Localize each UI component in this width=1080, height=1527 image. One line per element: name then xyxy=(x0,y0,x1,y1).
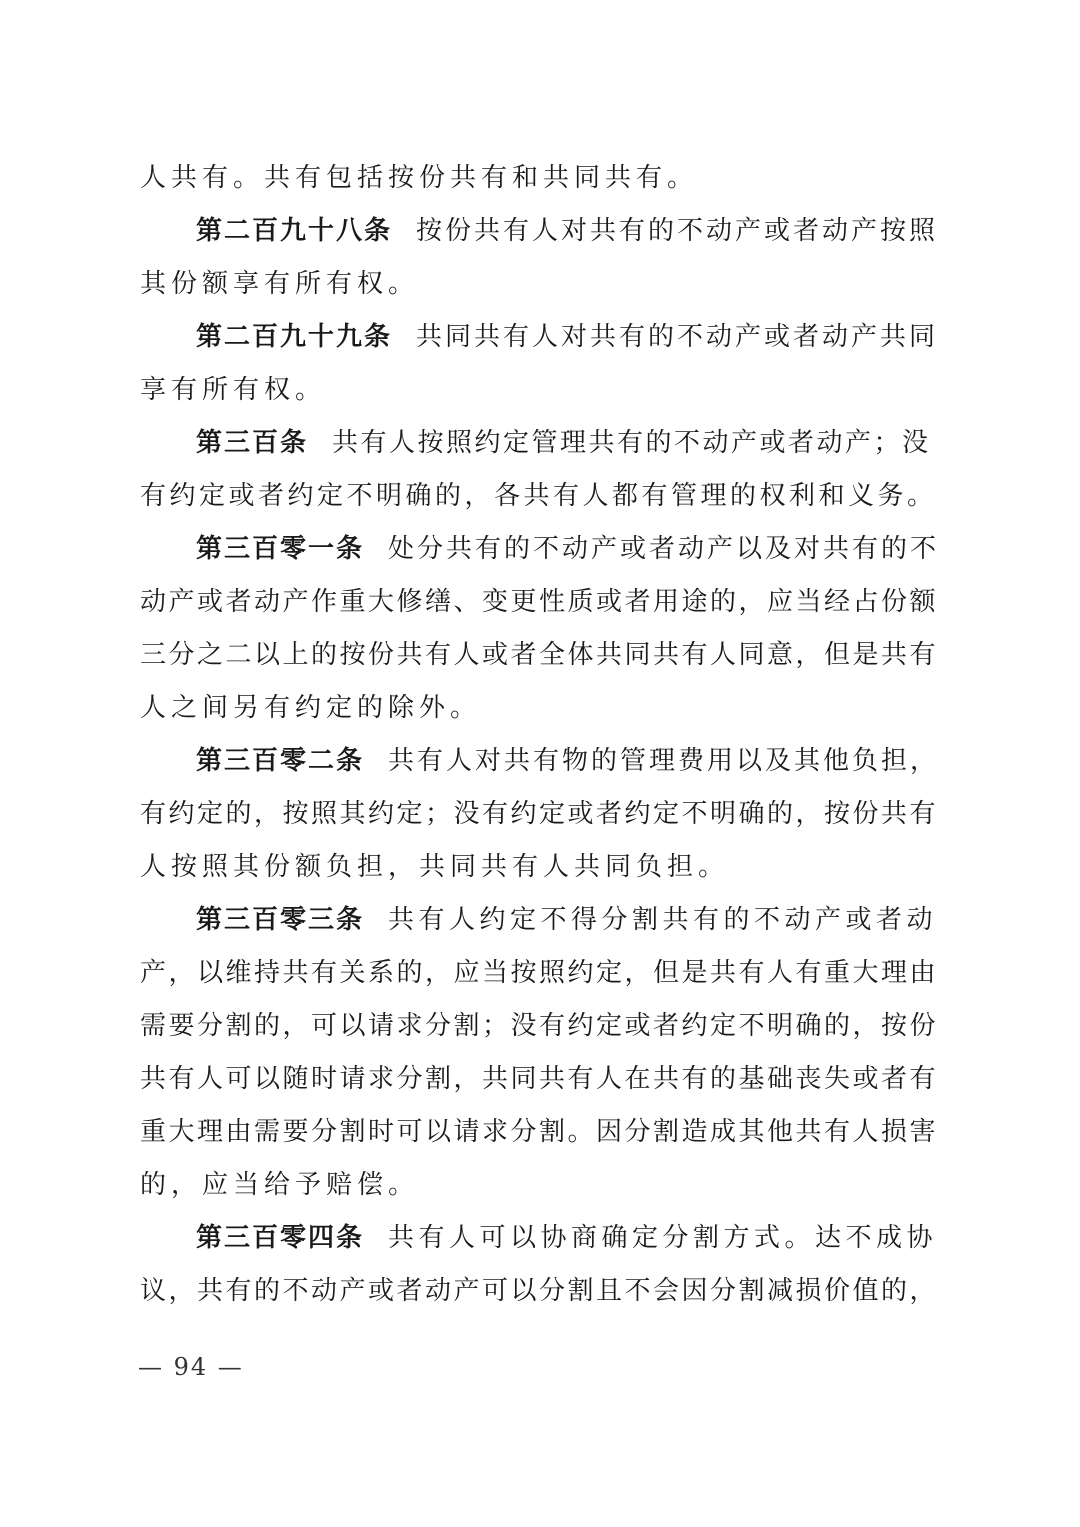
line-text: 共有人可以协商确定分割方式。达不成协 xyxy=(388,1223,938,1253)
line-text: 人之间另有约定的除外。 xyxy=(140,693,482,723)
line-text: 重大理由需要分割时可以请求分割。因分割造成其他共有人损害 xyxy=(140,1117,939,1147)
line-text: 其份额享有所有权。 xyxy=(140,269,420,299)
text-line xyxy=(140,788,940,841)
text-line xyxy=(140,1159,940,1212)
text-line xyxy=(140,152,940,205)
article-300-line xyxy=(140,417,940,470)
line-text: 产，以维持共有关系的，应当按照约定，但是共有人有重大理由 xyxy=(140,958,939,988)
page-number: — 94 — xyxy=(138,1353,244,1381)
article-303-line xyxy=(140,894,940,947)
line-text: 按份共有人对共有的不动产或者动产按照 xyxy=(416,216,939,246)
text-line xyxy=(140,841,940,894)
line-text: 共有人按照约定管理共有的不动产或者动产；没 xyxy=(332,428,931,458)
line-text: 议，共有的不动产或者动产可以分割且不会因分割减损价值的， xyxy=(140,1276,939,1306)
text-line xyxy=(140,947,940,1000)
article-heading: 第三百零二条 xyxy=(196,746,365,776)
article-298-line xyxy=(140,205,940,258)
text-line xyxy=(140,258,940,311)
line-text: 有约定的，按照其约定；没有约定或者约定不明确的，按份共有 xyxy=(140,799,939,829)
line-text: 三分之二以上的按份共有人或者全体共同共有人同意，但是共有 xyxy=(140,640,939,670)
article-heading: 第三百零一条 xyxy=(196,534,365,564)
line-text: 有约定或者约定不明确的，各共有人都有管理的权利和义务。 xyxy=(140,481,937,511)
line-text: 处分共有的不动产或者动产以及对共有的不 xyxy=(388,534,940,564)
article-heading: 第三百零四条 xyxy=(196,1223,365,1253)
document-body xyxy=(140,152,940,1318)
article-heading: 第二百九十八条 xyxy=(196,216,393,246)
article-heading: 第二百九十九条 xyxy=(196,322,393,352)
text-line xyxy=(140,682,940,735)
line-text: 共有人可以随时请求分割，共同共有人在共有的基础丧失或者有 xyxy=(140,1064,939,1094)
article-299-line xyxy=(140,311,940,364)
article-heading: 第三百条 xyxy=(196,428,309,458)
line-text: 共同共有人对共有的不动产或者动产共同 xyxy=(416,322,939,352)
text-line xyxy=(140,1053,940,1106)
line-text: 享有所有权。 xyxy=(140,375,327,405)
line-text: 人共有。共有包括按份共有和共同共有。 xyxy=(140,163,699,193)
text-line xyxy=(140,629,940,682)
line-text: 人按照其份额负担，共同共有人共同负担。 xyxy=(140,852,730,882)
line-text: 动产或者动产作重大修缮、变更性质或者用途的，应当经占份额 xyxy=(140,587,939,617)
article-304-line xyxy=(140,1212,940,1265)
text-line xyxy=(140,576,940,629)
text-line xyxy=(140,1265,940,1318)
line-text: 共有人对共有物的管理费用以及其他负担， xyxy=(388,746,940,776)
text-line xyxy=(140,1000,940,1053)
line-text: 需要分割的，可以请求分割；没有约定或者约定不明确的，按份 xyxy=(140,1011,939,1041)
text-line xyxy=(140,1106,940,1159)
article-heading: 第三百零三条 xyxy=(196,905,365,935)
line-text: 共有人约定不得分割共有的不动产或者动 xyxy=(388,905,938,935)
article-302-line xyxy=(140,735,940,788)
text-line xyxy=(140,470,940,523)
text-line xyxy=(140,364,940,417)
article-301-line xyxy=(140,523,940,576)
line-text: 的，应当给予赔偿。 xyxy=(140,1170,420,1200)
